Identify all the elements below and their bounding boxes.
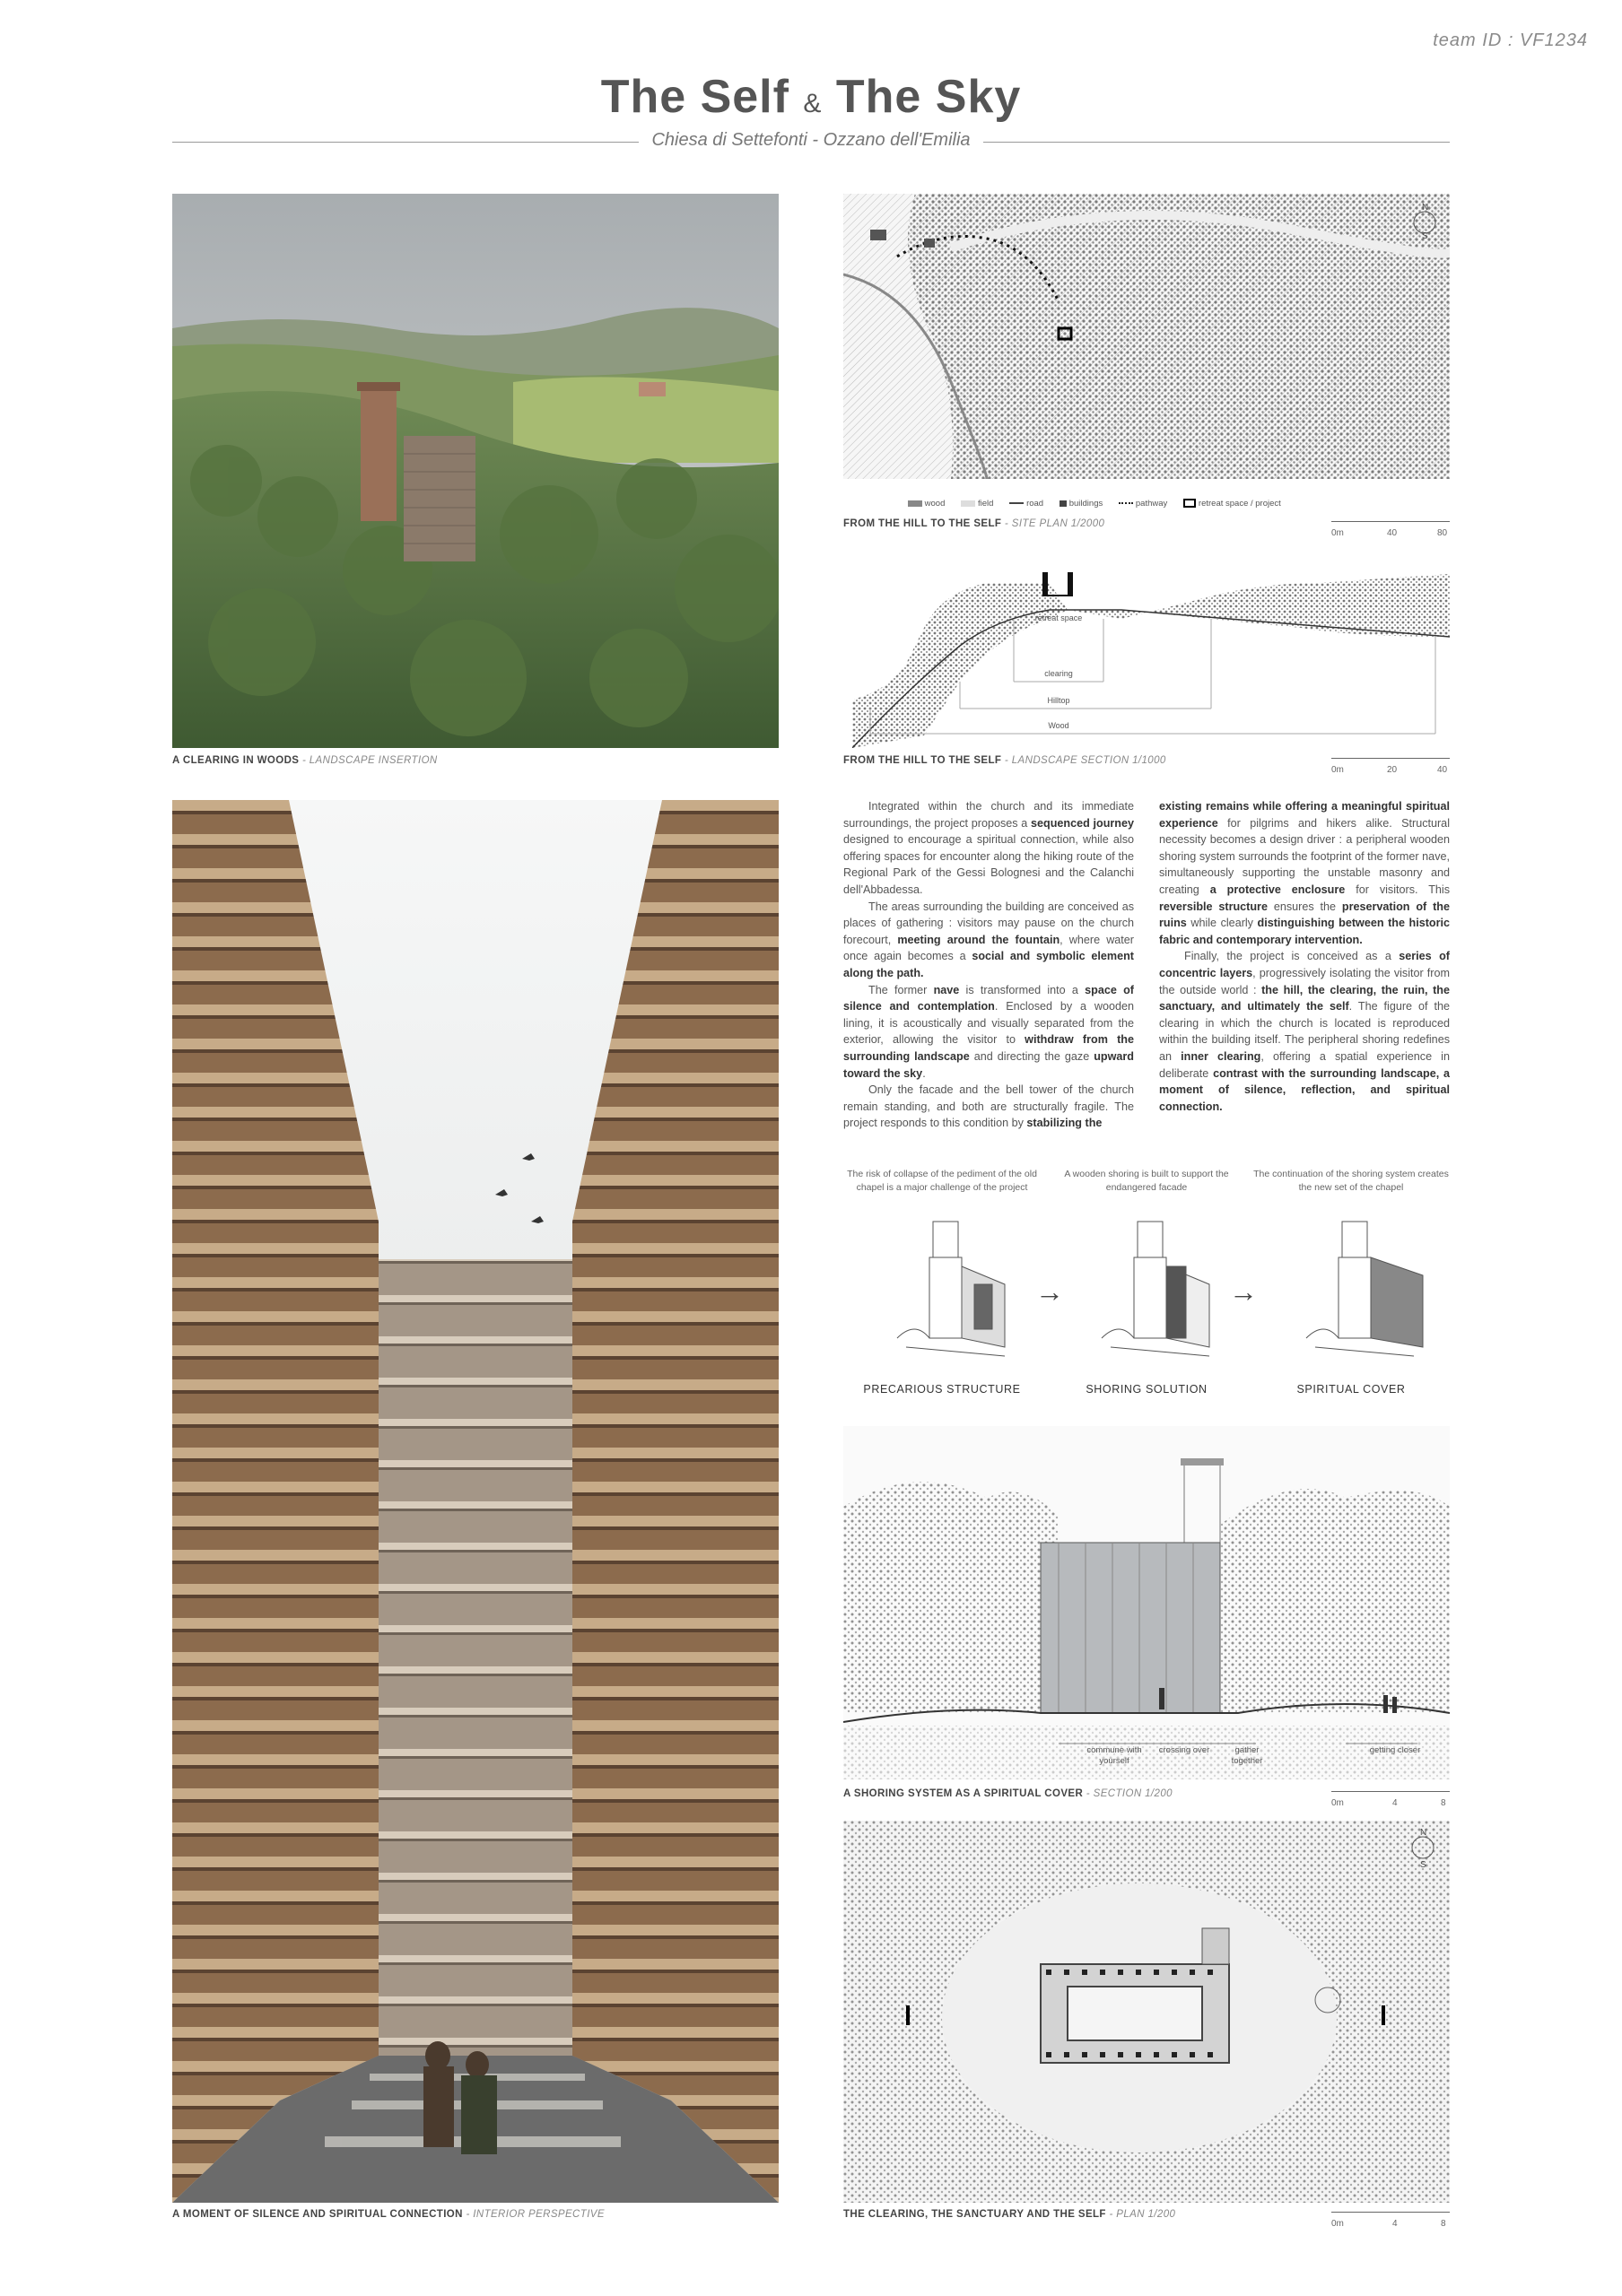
compass-n: N (1422, 203, 1429, 213)
scale-mid: 40 (1387, 528, 1398, 538)
caption-italic: - LANDSCAPE SECTION 1/1000 (1001, 755, 1166, 766)
scale-bar (1331, 521, 1450, 522)
caption-italic: - SECTION 1/200 (1083, 1788, 1173, 1799)
caption-italic: - LANDSCAPE INSERTION (299, 755, 438, 766)
label-wood: Wood (1048, 721, 1069, 730)
section-label-crossing: crossing over (1158, 1745, 1210, 1755)
section-drawing (843, 1426, 1450, 1779)
text-column-2 (1159, 798, 1450, 1115)
scale-end: 80 (1437, 528, 1448, 538)
text-paragraph: Integrated within the church and its immediate surroundings, the project proposes a sequenced journey designed to encourage a spiritual connection, while also offering spaces for encounter along the hiking route of the Regional Park of the Gessi Bolognesi and the Calanchi dell'Abbadessa. (843, 800, 1135, 896)
section-label-commune: commune with yourself (1086, 1745, 1142, 1766)
subtitle-text: Chiesa di Settefonti - Ozzano dell'Emilia (639, 130, 982, 150)
landscape-section-caption (843, 755, 1166, 766)
caption-italic: - PLAN 1/200 (1105, 2209, 1176, 2220)
scale-bar (1331, 1791, 1450, 1792)
site-plan-drawing (843, 194, 1450, 479)
subtitle (0, 130, 1622, 151)
scale-0: 0m (1331, 2219, 1344, 2229)
landscape-section (852, 556, 1450, 748)
diagram-1-caption: The risk of collapse of the pediment of the old chapel is a major challenge of the project (847, 1169, 1037, 1193)
caption-italic: - INTERIOR PERSPECTIVE (462, 2209, 605, 2220)
scale-mid: 4 (1392, 2219, 1398, 2229)
caption-bold: FROM THE HILL TO THE SELF (843, 518, 1002, 529)
landscape-photo-illustration (172, 194, 779, 748)
text-column-1 (843, 798, 1134, 1132)
diagram-row (843, 1168, 1450, 1410)
plan-illustration (843, 1821, 1450, 2203)
landscape-section-drawing (852, 556, 1450, 748)
legend-label: buildings (1068, 499, 1103, 509)
plan-drawing (843, 1821, 1450, 2203)
scale-mid: 20 (1387, 765, 1398, 775)
legend-label: field (978, 499, 994, 509)
scale-end: 8 (1441, 1798, 1446, 1808)
scale-0: 0m (1331, 765, 1344, 775)
diagram-3-label: SPIRITUAL COVER (1296, 1383, 1406, 1396)
text-paragraph: The former nave is transformed into a space of silence and contemplation. Enclosed by a wooden lining, it is acoustically and visually separated from the exterior, allowing the visitor to withdraw from the surrounding landscape and directing the gaze upward toward the sky. (843, 983, 1134, 1080)
label-hilltop: Hilltop (1047, 696, 1070, 705)
plan-compass-s: S (1420, 1860, 1426, 1870)
section-illustration (843, 1426, 1450, 1779)
diagram-2-caption: A wooden shoring is built to support the endangered facade (1064, 1169, 1229, 1193)
section-label-gather: gather together (1231, 1745, 1263, 1766)
legend-wood (908, 499, 945, 509)
plan-compass-n: N (1420, 1828, 1427, 1838)
diagram-2-label: SHORING SOLUTION (1086, 1383, 1208, 1396)
interior-caption (172, 2209, 605, 2220)
title-part-1: The Self (600, 71, 789, 123)
team-id: team ID : VF1234 (1433, 30, 1588, 50)
legend-label: pathway (1135, 499, 1168, 509)
caption-bold: A SHORING SYSTEM AS A SPIRITUAL COVER (843, 1788, 1084, 1799)
section-label-closer: getting closer (1369, 1745, 1421, 1755)
label-retreat-space: retreat space (1034, 613, 1083, 622)
legend-label: retreat space / project (1198, 499, 1281, 509)
interior-perspective (172, 800, 779, 2203)
landscape-photo (172, 194, 779, 748)
legend-label: road (1026, 499, 1044, 509)
title-ampersand: & (803, 89, 823, 118)
caption-italic: - SITE PLAN 1/2000 (1001, 518, 1105, 529)
text-paragraph: The areas surrounding the building are conceived as places of gathering : visitors may pause on the church forecourt, meeting around the fountain, where water once again becomes a social and symbolic element along the path. (843, 900, 1134, 979)
scale-bar (1331, 2212, 1450, 2213)
text-paragraph: Finally, the project is conceived as a series of concentric layers, progressively isolating the visitor from the outside world : the hill, the clearing, the ruin, the sanctuary, and ultimately the self. The figure of the clearing in which the church is located is reproduced within the building itself. The peripheral shoring redefines an inner clearing, offering a spatial experience in deliberate contrast with the surrounding landscape, a moment of silence, reflection, and spiritual connection. (1159, 950, 1450, 1113)
caption-bold: A MOMENT OF SILENCE AND SPIRITUAL CONNECTION (172, 2209, 463, 2220)
legend-pathway (1119, 499, 1167, 509)
interior-perspective-illustration (172, 800, 779, 2203)
title-part-2: The Sky (835, 71, 1022, 123)
legend-buildings (1060, 499, 1103, 509)
page-title (0, 70, 1622, 124)
landscape-photo-caption (172, 755, 438, 766)
label-clearing: clearing (1044, 669, 1073, 678)
scale-end: 40 (1437, 765, 1448, 775)
text-paragraph: existing remains while offering a meaningful spiritual experience for pilgrims and hikers alike. Structural necessity becomes a design driver : a peripheral wooden shoring system surrounds the footprint of the former nave, simultaneously supporting the unstable masonry and creating a protective enclosure for visitors. This reversible structure ensures the preservation of the ruins while clearly distinguishing between the historic fabric and contemporary intervention. (1159, 800, 1451, 946)
site-plan-caption (843, 518, 1104, 529)
legend-road (1009, 499, 1043, 509)
scale-0: 0m (1331, 528, 1344, 538)
diagram-drawings (843, 1213, 1450, 1374)
site-plan-legend (908, 499, 1374, 509)
scale-end: 8 (1441, 2219, 1446, 2229)
plan-caption (843, 2209, 1175, 2220)
diagram-1-label: PRECARIOUS STRUCTURE (863, 1383, 1021, 1396)
scale-bar (1331, 758, 1450, 759)
section-caption (843, 1788, 1173, 1799)
legend-retreat (1183, 499, 1281, 509)
site-plan (843, 194, 1450, 479)
legend-label: wood (924, 499, 946, 509)
legend-field (961, 499, 993, 509)
diagram-3-caption: The continuation of the shoring system creates the new set of the chapel (1253, 1169, 1449, 1193)
arrow-1: → (1035, 1275, 1064, 1308)
text-paragraph: Only the facade and the bell tower of the church remain standing, and both are structurally fragile. The project responds to this condition by stabilizing the (843, 1083, 1134, 1130)
scale-mid: 4 (1392, 1798, 1398, 1808)
arrow-2: → (1229, 1275, 1258, 1308)
caption-bold: A CLEARING IN WOODS (172, 755, 300, 766)
scale-0: 0m (1331, 1798, 1344, 1808)
compass-s: S (1422, 231, 1428, 241)
caption-bold: FROM THE HILL TO THE SELF (843, 755, 1002, 766)
caption-bold: THE CLEARING, THE SANCTUARY AND THE SELF (843, 2209, 1106, 2220)
